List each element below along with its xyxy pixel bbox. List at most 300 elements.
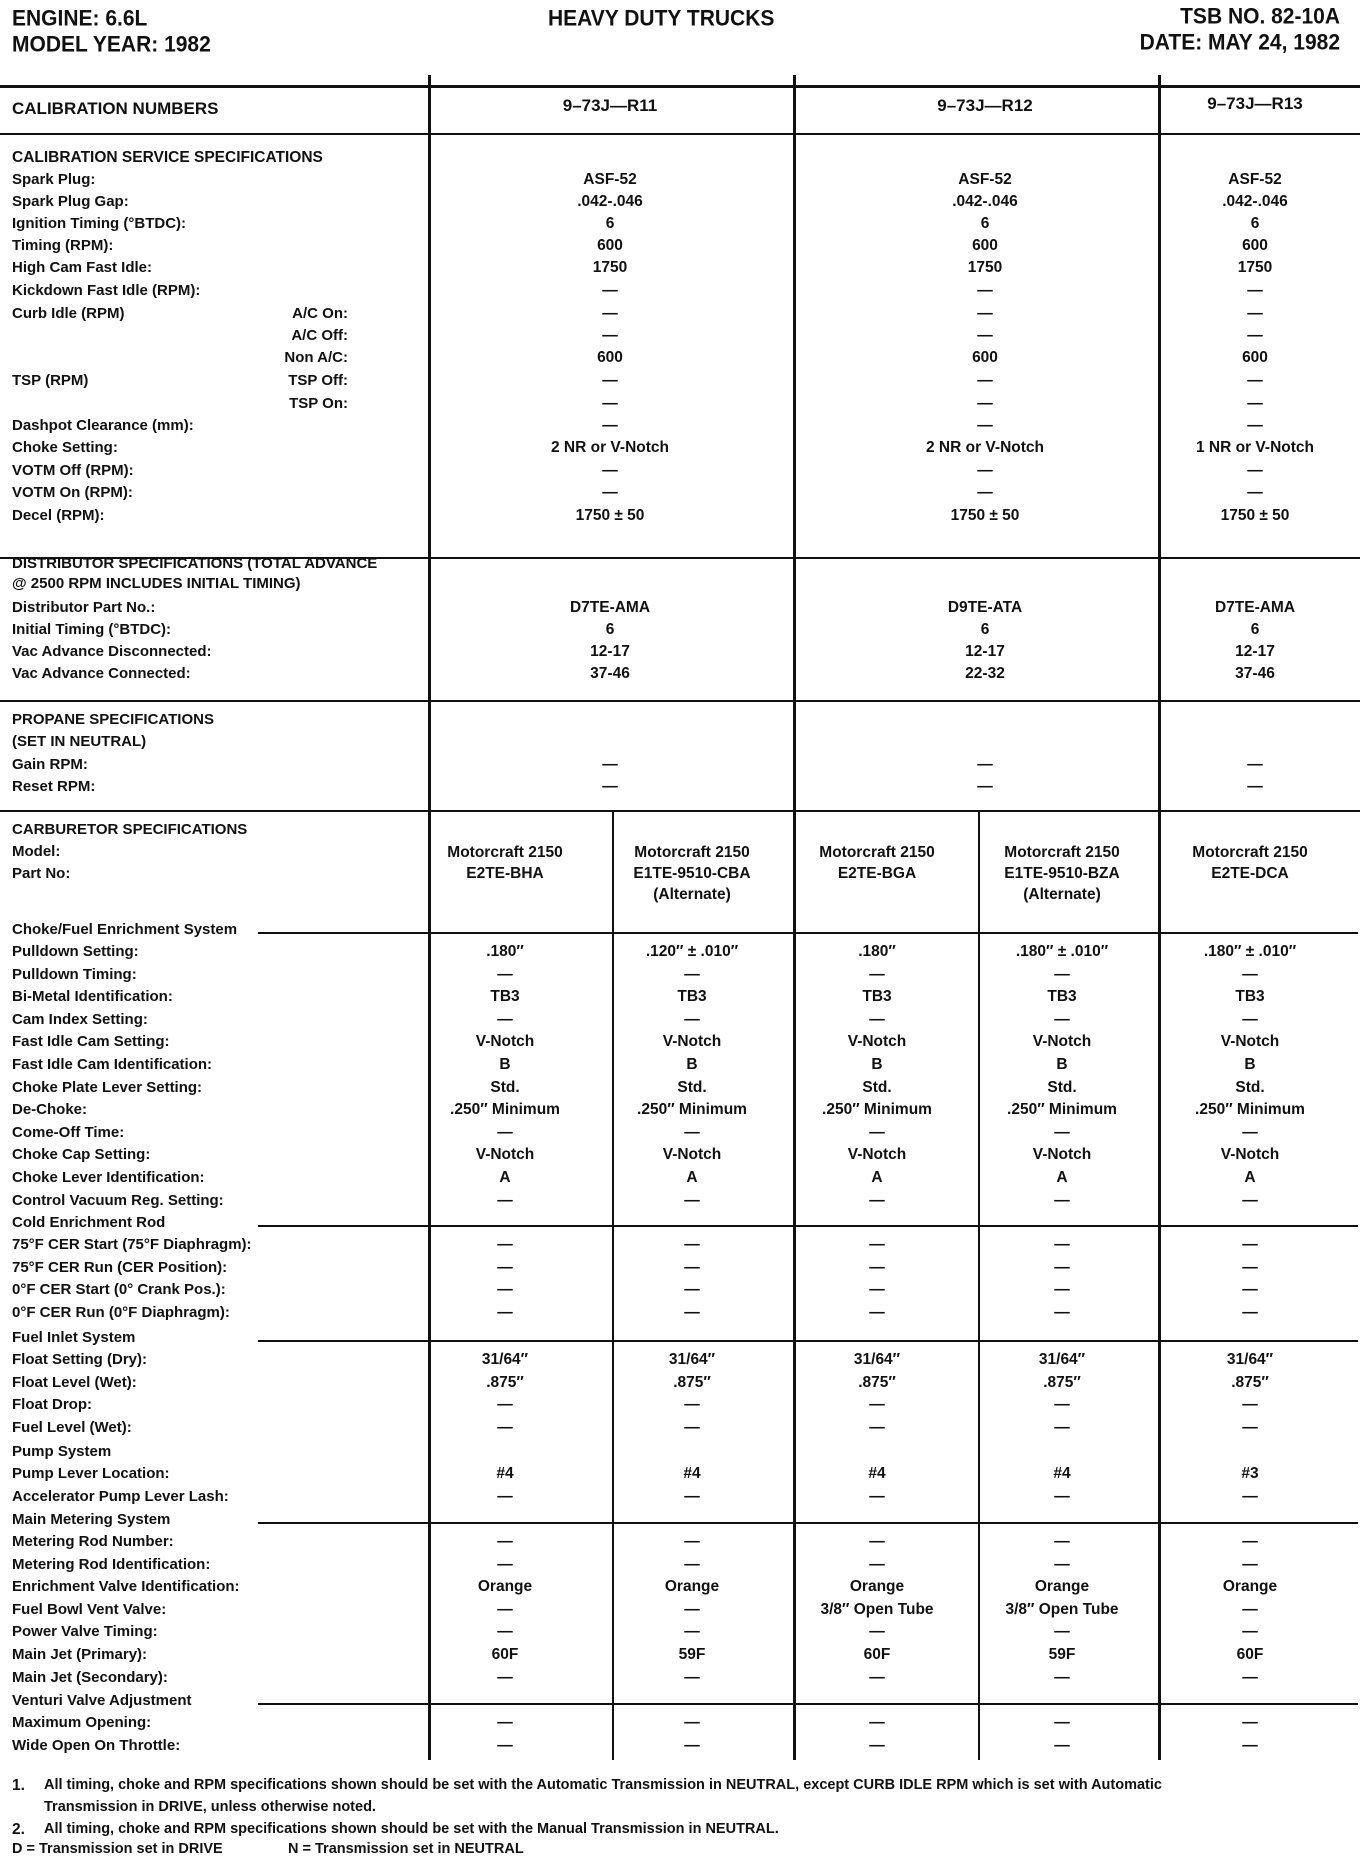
propane-value: —	[977, 756, 993, 773]
main-metering-value: 3/8″ Open Tube	[1005, 1600, 1119, 1618]
main-metering-value: —	[1242, 1555, 1258, 1573]
cold-enrichment-value: —	[1242, 1281, 1258, 1299]
cold-enrichment-value: —	[497, 1236, 513, 1253]
cold-enrichment-value: —	[1054, 1281, 1070, 1299]
propane-row-label: Reset RPM:	[12, 778, 96, 795]
choke-system-value: .180″	[858, 943, 896, 960]
spec-row-label: VOTM Off (RPM):	[12, 462, 134, 479]
fuel-inlet-value: .875″	[858, 1373, 896, 1391]
cold-enrichment-value: —	[1242, 1236, 1258, 1253]
main-metering-value: 3/8″ Open Tube	[820, 1600, 934, 1618]
spec-value: —	[1247, 282, 1263, 299]
choke-system-value: —	[869, 1191, 885, 1209]
fuel-inlet-value: —	[869, 1396, 885, 1414]
main-metering-title: Main Metering System	[12, 1511, 171, 1528]
main-metering-value: 59F	[1048, 1646, 1076, 1663]
distributor-title-cont: @ 2500 RPM INCLUDES INITIAL TIMING)	[12, 575, 301, 592]
main-metering-value: —	[1054, 1533, 1070, 1550]
spec-row-label: Spark Plug:	[12, 171, 96, 188]
fuel-inlet-title: Fuel Inlet System	[12, 1329, 136, 1346]
choke-system-value: —	[1054, 965, 1070, 983]
spec-value: 2 NR or V-Notch	[926, 439, 1044, 456]
pump-system-title: Pump System	[12, 1443, 112, 1460]
fuel-inlet-rule	[258, 1340, 1358, 1342]
propane-value: —	[1247, 778, 1263, 795]
cold-enrichment-value: —	[869, 1303, 885, 1321]
main-metering-value: Orange	[1222, 1578, 1278, 1596]
choke-system-value: .250″ Minimum	[1195, 1101, 1305, 1119]
choke-system-value: B	[1244, 1056, 1256, 1073]
calibration-rule	[0, 133, 1360, 135]
fuel-inlet-value: 31/64″	[481, 1351, 529, 1368]
choke-system-value: —	[1242, 1010, 1258, 1028]
pump-system-row-label: Accelerator Pump Lever Lash:	[12, 1487, 229, 1505]
carburetor-part-note: (Alternate)	[1023, 886, 1101, 903]
spec-row-label: High Cam Fast Idle:	[12, 259, 153, 276]
distributor-row-label: Distributor Part No.:	[12, 599, 156, 616]
fuel-inlet-value: —	[1054, 1396, 1070, 1414]
pump-system-value: #4	[1053, 1465, 1071, 1482]
main-metering-value: 60F	[1236, 1646, 1264, 1663]
venturi-value: —	[1242, 1736, 1258, 1754]
spec-value: —	[977, 484, 993, 501]
choke-system-value: V-Notch	[1032, 1146, 1092, 1164]
cold-enrichment-value: —	[1054, 1236, 1070, 1253]
spec-value: 6	[605, 215, 615, 232]
venturi-value: —	[1054, 1736, 1070, 1754]
choke-system-value: —	[869, 1010, 885, 1028]
distributor-value: 12-17	[1235, 643, 1275, 660]
fuel-inlet-value: .875″	[1231, 1373, 1269, 1391]
venturi-value: —	[869, 1736, 885, 1754]
cold-enrichment-row-label: 75°F CER Run (CER Position):	[12, 1258, 228, 1276]
venturi-value: —	[1054, 1714, 1070, 1731]
choke-system-value: A	[499, 1169, 511, 1186]
fuel-inlet-value: —	[684, 1418, 700, 1436]
spec-row-sublabel: TSP On:	[289, 395, 348, 412]
main-metering-value: —	[869, 1668, 885, 1686]
spec-row-label: Curb Idle (RPM)	[12, 305, 125, 322]
distributor-value: D9TE-ATA	[947, 599, 1023, 616]
choke-system-value: TB3	[1047, 988, 1077, 1006]
choke-system-value: —	[869, 1123, 885, 1141]
choke-system-title: Choke/Fuel Enrichment System	[12, 921, 238, 938]
pump-system-value: #4	[496, 1465, 514, 1482]
spec-row-label: Decel (RPM):	[12, 507, 105, 524]
main-metering-row-label: Enrichment Valve Identification:	[12, 1578, 240, 1596]
carburetor-model: Motorcraft 2150	[1004, 844, 1120, 861]
carburetor-title: CARBURETOR SPECIFICATIONS	[12, 821, 248, 838]
spec-value: 1750	[967, 259, 1003, 276]
distributor-value: 22-32	[965, 665, 1005, 682]
choke-system-value: —	[497, 1191, 513, 1209]
spec-value: 1750 ± 50	[1220, 507, 1290, 524]
cold-enrichment-value: —	[497, 1258, 513, 1276]
calibration-col-1: 9–73J—R11	[562, 96, 658, 115]
choke-system-value: V-Notch	[1032, 1033, 1092, 1051]
choke-system-value: V-Notch	[475, 1146, 535, 1164]
spec-value: 1750 ± 50	[950, 507, 1020, 524]
carburetor-part-number: E2TE-BHA	[466, 865, 544, 882]
cold-enrichment-value: —	[1054, 1303, 1070, 1321]
choke-system-row-label: Choke Cap Setting:	[12, 1146, 151, 1164]
column-divider-1	[428, 75, 431, 1760]
spec-value: —	[602, 484, 618, 501]
choke-system-value: .180″ ± .010″	[1015, 943, 1109, 960]
spec-row-label: VOTM On (RPM):	[12, 484, 133, 501]
pump-system-value: #3	[1241, 1465, 1259, 1482]
spec-row-label: Choke Setting:	[12, 439, 118, 456]
main-metering-value: —	[497, 1600, 513, 1618]
fuel-inlet-row-label: Float Level (Wet):	[12, 1373, 137, 1391]
spec-value: .042-.046	[1222, 193, 1288, 210]
venturi-value: —	[684, 1736, 700, 1754]
spec-value: 2 NR or V-Notch	[551, 439, 669, 456]
fuel-inlet-value: .875″	[486, 1373, 524, 1391]
distributor-value: 12-17	[590, 643, 630, 660]
spec-value: 600	[597, 237, 623, 254]
main-metering-value: —	[497, 1623, 513, 1641]
carburetor-part-note: (Alternate)	[653, 886, 731, 903]
distributor-row-label: Vac Advance Connected:	[12, 665, 191, 682]
venturi-value: —	[869, 1714, 885, 1731]
spec-value: —	[602, 395, 618, 412]
fuel-inlet-row-label: Float Setting (Dry):	[12, 1351, 147, 1368]
choke-system-value: .250″ Minimum	[822, 1101, 932, 1119]
carburetor-model: Motorcraft 2150	[447, 844, 563, 861]
note-2-text: All timing, choke and RPM specifications shown should be set with the Manual Transmission in NEUTRAL.	[44, 1821, 779, 1837]
venturi-value: —	[1242, 1714, 1258, 1731]
spec-value: 6	[1250, 215, 1260, 232]
fuel-inlet-value: .875″	[1043, 1373, 1081, 1391]
choke-system-value: A	[871, 1169, 883, 1186]
choke-system-value: .120″ ± .010″	[645, 943, 739, 960]
main-metering-row-label: Fuel Bowl Vent Valve:	[12, 1600, 167, 1618]
carburetor-part-label: Part No:	[12, 865, 71, 882]
cold-enrichment-row-label: 0°F CER Run (0°F Diaphragm):	[12, 1303, 230, 1321]
main-metering-value: —	[684, 1533, 700, 1550]
spec-row-label: Kickdown Fast Idle (RPM):	[12, 282, 201, 299]
spec-row-label: Spark Plug Gap:	[12, 193, 129, 210]
choke-system-rule	[258, 932, 1358, 934]
propane-rule	[0, 700, 1360, 702]
spec-value: —	[1247, 462, 1263, 479]
distributor-value: D7TE-AMA	[569, 599, 651, 616]
distributor-value: 37-46	[1235, 665, 1275, 682]
cold-enrichment-value: —	[684, 1281, 700, 1299]
distributor-value: 37-46	[590, 665, 630, 682]
fuel-inlet-row-label: Float Drop:	[12, 1396, 92, 1414]
choke-system-row-label: Choke Lever Identification:	[12, 1169, 205, 1186]
cold-enrichment-row-label: 0°F CER Start (0° Crank Pos.):	[12, 1281, 226, 1299]
spec-value: —	[977, 282, 993, 299]
spec-row-label: Ignition Timing (°BTDC):	[12, 215, 187, 232]
main-metering-value: —	[684, 1600, 700, 1618]
pump-system-value: #4	[683, 1465, 701, 1482]
choke-system-value: —	[684, 1123, 700, 1141]
main-metering-row-label: Power Valve Timing:	[12, 1623, 158, 1641]
spec-value: —	[602, 462, 618, 479]
note-1-text: All timing, choke and RPM specifications shown should be set with the Automatic Transmission in NEUTRAL, except CURB IDLE RPM which is set with Automatic	[44, 1777, 1162, 1793]
propane-value: —	[602, 778, 618, 795]
spec-value: —	[1247, 372, 1263, 389]
carburetor-model-label: Model:	[12, 843, 61, 860]
spec-value: 600	[597, 349, 623, 366]
spec-value: —	[1247, 327, 1263, 344]
tsb-date: DATE: MAY 24, 1982	[1139, 30, 1340, 55]
propane-row-label: Gain RPM:	[12, 756, 88, 773]
spec-value: —	[1247, 305, 1263, 322]
spec-value: ASF-52	[958, 171, 1012, 188]
choke-system-value: TB3	[677, 988, 707, 1006]
choke-system-value: .250″ Minimum	[1007, 1101, 1117, 1119]
choke-system-value: Std.	[677, 1078, 707, 1096]
main-metering-value: —	[1054, 1668, 1070, 1686]
choke-system-value: .250″ Minimum	[637, 1101, 747, 1119]
choke-system-value: —	[497, 1123, 513, 1141]
carburetor-part-number: E1TE-9510-CBA	[633, 865, 751, 882]
choke-system-value: V-Notch	[1220, 1033, 1280, 1051]
service-specs-title: CALIBRATION SERVICE SPECIFICATIONS	[12, 149, 323, 166]
spec-row-label: Timing (RPM):	[12, 237, 114, 254]
choke-system-value: V-Notch	[475, 1033, 535, 1051]
choke-system-value: —	[684, 1191, 700, 1209]
pump-system-value: —	[1242, 1487, 1258, 1505]
calibration-col-3: 9–73J—R13	[1207, 94, 1303, 113]
choke-system-value: —	[1054, 1191, 1070, 1209]
note-1-number: 1.	[12, 1777, 25, 1794]
choke-system-value: V-Notch	[662, 1033, 722, 1051]
pump-system-value: —	[1054, 1487, 1070, 1505]
carburetor-model: Motorcraft 2150	[819, 844, 935, 861]
venturi-value: —	[497, 1736, 513, 1754]
header-rule	[0, 85, 1360, 88]
note-2-number: 2.	[12, 1821, 25, 1838]
distributor-title: DISTRIBUTOR SPECIFICATIONS (TOTAL ADVANCE	[12, 555, 378, 572]
distributor-value: 6	[980, 621, 990, 638]
choke-system-value: —	[684, 1010, 700, 1028]
main-metering-value: —	[869, 1533, 885, 1550]
spec-value: 600	[1242, 237, 1268, 254]
choke-system-value: B	[686, 1056, 698, 1073]
column-divider-2b	[978, 812, 980, 1760]
main-metering-value: —	[1242, 1600, 1258, 1618]
cold-enrichment-value: —	[684, 1303, 700, 1321]
choke-system-row-label: Fast Idle Cam Setting:	[12, 1033, 170, 1051]
main-metering-row-label: Main Jet (Primary):	[12, 1646, 148, 1663]
distributor-value: 6	[1250, 621, 1260, 638]
choke-system-row-label: De-Choke:	[12, 1101, 88, 1119]
main-metering-value: 60F	[863, 1646, 891, 1663]
choke-system-value: .180″ ± .010″	[1203, 943, 1297, 960]
spec-row-sublabel: Non A/C:	[284, 349, 348, 366]
pump-system-value: —	[684, 1487, 700, 1505]
spec-row-label: TSP (RPM)	[12, 372, 89, 389]
spec-value: —	[1247, 417, 1263, 434]
fuel-inlet-value: —	[1242, 1396, 1258, 1414]
choke-system-row-label: Bi-Metal Identification:	[12, 988, 173, 1006]
distributor-row-label: Vac Advance Disconnected:	[12, 643, 212, 660]
choke-system-row-label: Pulldown Setting:	[12, 943, 139, 960]
choke-system-value: .180″	[486, 943, 524, 960]
fuel-inlet-value: —	[869, 1418, 885, 1436]
cold-enrichment-value: —	[869, 1258, 885, 1276]
spec-value: —	[602, 282, 618, 299]
calibration-col-2: 9–73J—R12	[937, 96, 1033, 115]
cold-enrichment-value: —	[1242, 1258, 1258, 1276]
spec-value: —	[977, 305, 993, 322]
spec-value: 600	[1242, 349, 1268, 366]
spec-value: —	[602, 372, 618, 389]
choke-system-value: A	[1056, 1169, 1068, 1186]
main-metering-value: Orange	[1034, 1578, 1090, 1596]
main-metering-value: —	[497, 1668, 513, 1686]
main-metering-value: —	[497, 1555, 513, 1573]
spec-value: ASF-52	[583, 171, 637, 188]
pump-system-row-label: Pump Lever Location:	[12, 1465, 170, 1482]
spec-value: .042-.046	[952, 193, 1018, 210]
main-metering-rule	[258, 1522, 1358, 1524]
legend-neutral: N = Transmission set in NEUTRAL	[288, 1841, 524, 1857]
distributor-row-label: Initial Timing (°BTDC):	[12, 621, 172, 638]
choke-system-value: B	[1056, 1056, 1068, 1073]
spec-value: —	[977, 417, 993, 434]
main-metering-value: —	[1054, 1623, 1070, 1641]
choke-system-row-label: Cam Index Setting:	[12, 1010, 148, 1028]
cold-enrichment-value: —	[497, 1303, 513, 1321]
fuel-inlet-value: 31/64″	[668, 1351, 716, 1368]
choke-system-value: A	[686, 1169, 698, 1186]
choke-system-value: TB3	[862, 988, 892, 1006]
column-divider-3	[1158, 75, 1161, 1760]
main-metering-row-label: Metering Rod Number:	[12, 1533, 174, 1550]
fuel-inlet-value: 31/64″	[1226, 1351, 1274, 1368]
choke-system-value: B	[499, 1056, 511, 1073]
choke-system-value: —	[869, 965, 885, 983]
spec-value: 6	[980, 215, 990, 232]
main-metering-value: —	[1242, 1623, 1258, 1641]
choke-system-value: —	[497, 1010, 513, 1028]
choke-system-value: V-Notch	[847, 1033, 907, 1051]
distributor-value: D7TE-AMA	[1214, 599, 1296, 616]
cold-enrichment-row-label: 75°F CER Start (75°F Diaphragm):	[12, 1236, 252, 1253]
spec-value: 600	[972, 237, 998, 254]
venturi-row-label: Maximum Opening:	[12, 1714, 152, 1731]
choke-system-value: Std.	[490, 1078, 520, 1096]
cold-enrichment-value: —	[497, 1281, 513, 1299]
main-metering-value: 59F	[678, 1646, 706, 1663]
choke-system-value: —	[497, 965, 513, 983]
main-metering-value: —	[1054, 1555, 1070, 1573]
main-metering-value: —	[684, 1623, 700, 1641]
spec-row-sublabel: A/C On:	[292, 305, 348, 322]
main-metering-value: Orange	[477, 1578, 533, 1596]
fuel-inlet-value: .875″	[673, 1373, 711, 1391]
carburetor-part-number: E2TE-DCA	[1211, 865, 1289, 882]
spec-value: 1750 ± 50	[575, 507, 645, 524]
note-1-text-cont: Transmission in DRIVE, unless otherwise noted.	[44, 1799, 376, 1815]
tsb-number: TSB NO. 82-10A	[1180, 4, 1340, 29]
cold-enrichment-title: Cold Enrichment Rod	[12, 1214, 166, 1231]
choke-system-value: TB3	[490, 988, 520, 1006]
choke-system-value: Std.	[1235, 1078, 1265, 1096]
choke-system-value: V-Notch	[662, 1146, 722, 1164]
main-metering-value: —	[869, 1555, 885, 1573]
venturi-row-label: Wide Open On Throttle:	[12, 1736, 181, 1754]
propane-title: PROPANE SPECIFICATIONS	[12, 711, 214, 728]
choke-system-row-label: Control Vacuum Reg. Setting:	[12, 1191, 224, 1209]
carburetor-rule	[0, 810, 1360, 812]
cold-enrichment-value: —	[869, 1236, 885, 1253]
pump-system-value: —	[869, 1487, 885, 1505]
propane-value: —	[602, 756, 618, 773]
choke-system-value: —	[1242, 965, 1258, 983]
spec-value: —	[977, 372, 993, 389]
main-metering-value: Orange	[849, 1578, 905, 1596]
choke-system-row-label: Pulldown Timing:	[12, 965, 137, 983]
cold-enrichment-value: —	[869, 1281, 885, 1299]
spec-row-sublabel: TSP Off:	[288, 372, 348, 389]
cold-enrichment-value: —	[684, 1236, 700, 1253]
choke-system-value: Std.	[1047, 1078, 1077, 1096]
choke-system-value: —	[1242, 1191, 1258, 1209]
spec-value: ASF-52	[1228, 171, 1282, 188]
main-metering-value: —	[1242, 1668, 1258, 1686]
fuel-inlet-value: —	[684, 1396, 700, 1414]
choke-system-value: V-Notch	[847, 1146, 907, 1164]
carburetor-part-number: E2TE-BGA	[837, 865, 917, 882]
spec-value: 600	[972, 349, 998, 366]
column-divider-1b	[612, 812, 614, 1760]
main-metering-value: —	[1242, 1533, 1258, 1550]
spec-value: —	[602, 327, 618, 344]
venturi-title: Venturi Valve Adjustment	[12, 1692, 192, 1709]
choke-system-value: —	[1054, 1010, 1070, 1028]
legend-drive: D = Transmission set in DRIVE	[12, 1841, 223, 1857]
venturi-rule	[258, 1703, 1358, 1705]
spec-value: 1750	[592, 259, 628, 276]
pump-system-value: —	[497, 1487, 513, 1505]
main-metering-value: 60F	[491, 1646, 519, 1663]
spec-value: —	[1247, 484, 1263, 501]
venturi-value: —	[497, 1714, 513, 1731]
propane-value: —	[1247, 756, 1263, 773]
spec-value: —	[977, 327, 993, 344]
engine-label: ENGINE: 6.6L	[12, 6, 148, 31]
choke-system-value: V-Notch	[1220, 1146, 1280, 1164]
calibration-numbers-label: CALIBRATION NUMBERS	[12, 99, 219, 118]
choke-system-value: —	[684, 965, 700, 983]
spec-value: —	[1247, 395, 1263, 412]
distributor-value: 6	[605, 621, 615, 638]
fuel-inlet-value: —	[497, 1418, 513, 1436]
cold-enrichment-value: —	[1054, 1258, 1070, 1276]
choke-system-value: —	[1242, 1123, 1258, 1141]
main-metering-value: —	[869, 1623, 885, 1641]
carburetor-model: Motorcraft 2150	[1192, 844, 1308, 861]
carburetor-model: Motorcraft 2150	[634, 844, 750, 861]
carburetor-part-number: E1TE-9510-BZA	[1004, 865, 1120, 882]
choke-system-value: TB3	[1235, 988, 1265, 1006]
choke-system-row-label: Fast Idle Cam Identification:	[12, 1056, 213, 1073]
spec-value: .042-.046	[577, 193, 643, 210]
main-metering-value: —	[684, 1668, 700, 1686]
choke-system-row-label: Choke Plate Lever Setting:	[12, 1078, 203, 1096]
fuel-inlet-value: —	[497, 1396, 513, 1414]
model-year-label: MODEL YEAR: 1982	[12, 32, 211, 57]
main-metering-value: —	[497, 1533, 513, 1550]
choke-system-value: —	[1054, 1123, 1070, 1141]
